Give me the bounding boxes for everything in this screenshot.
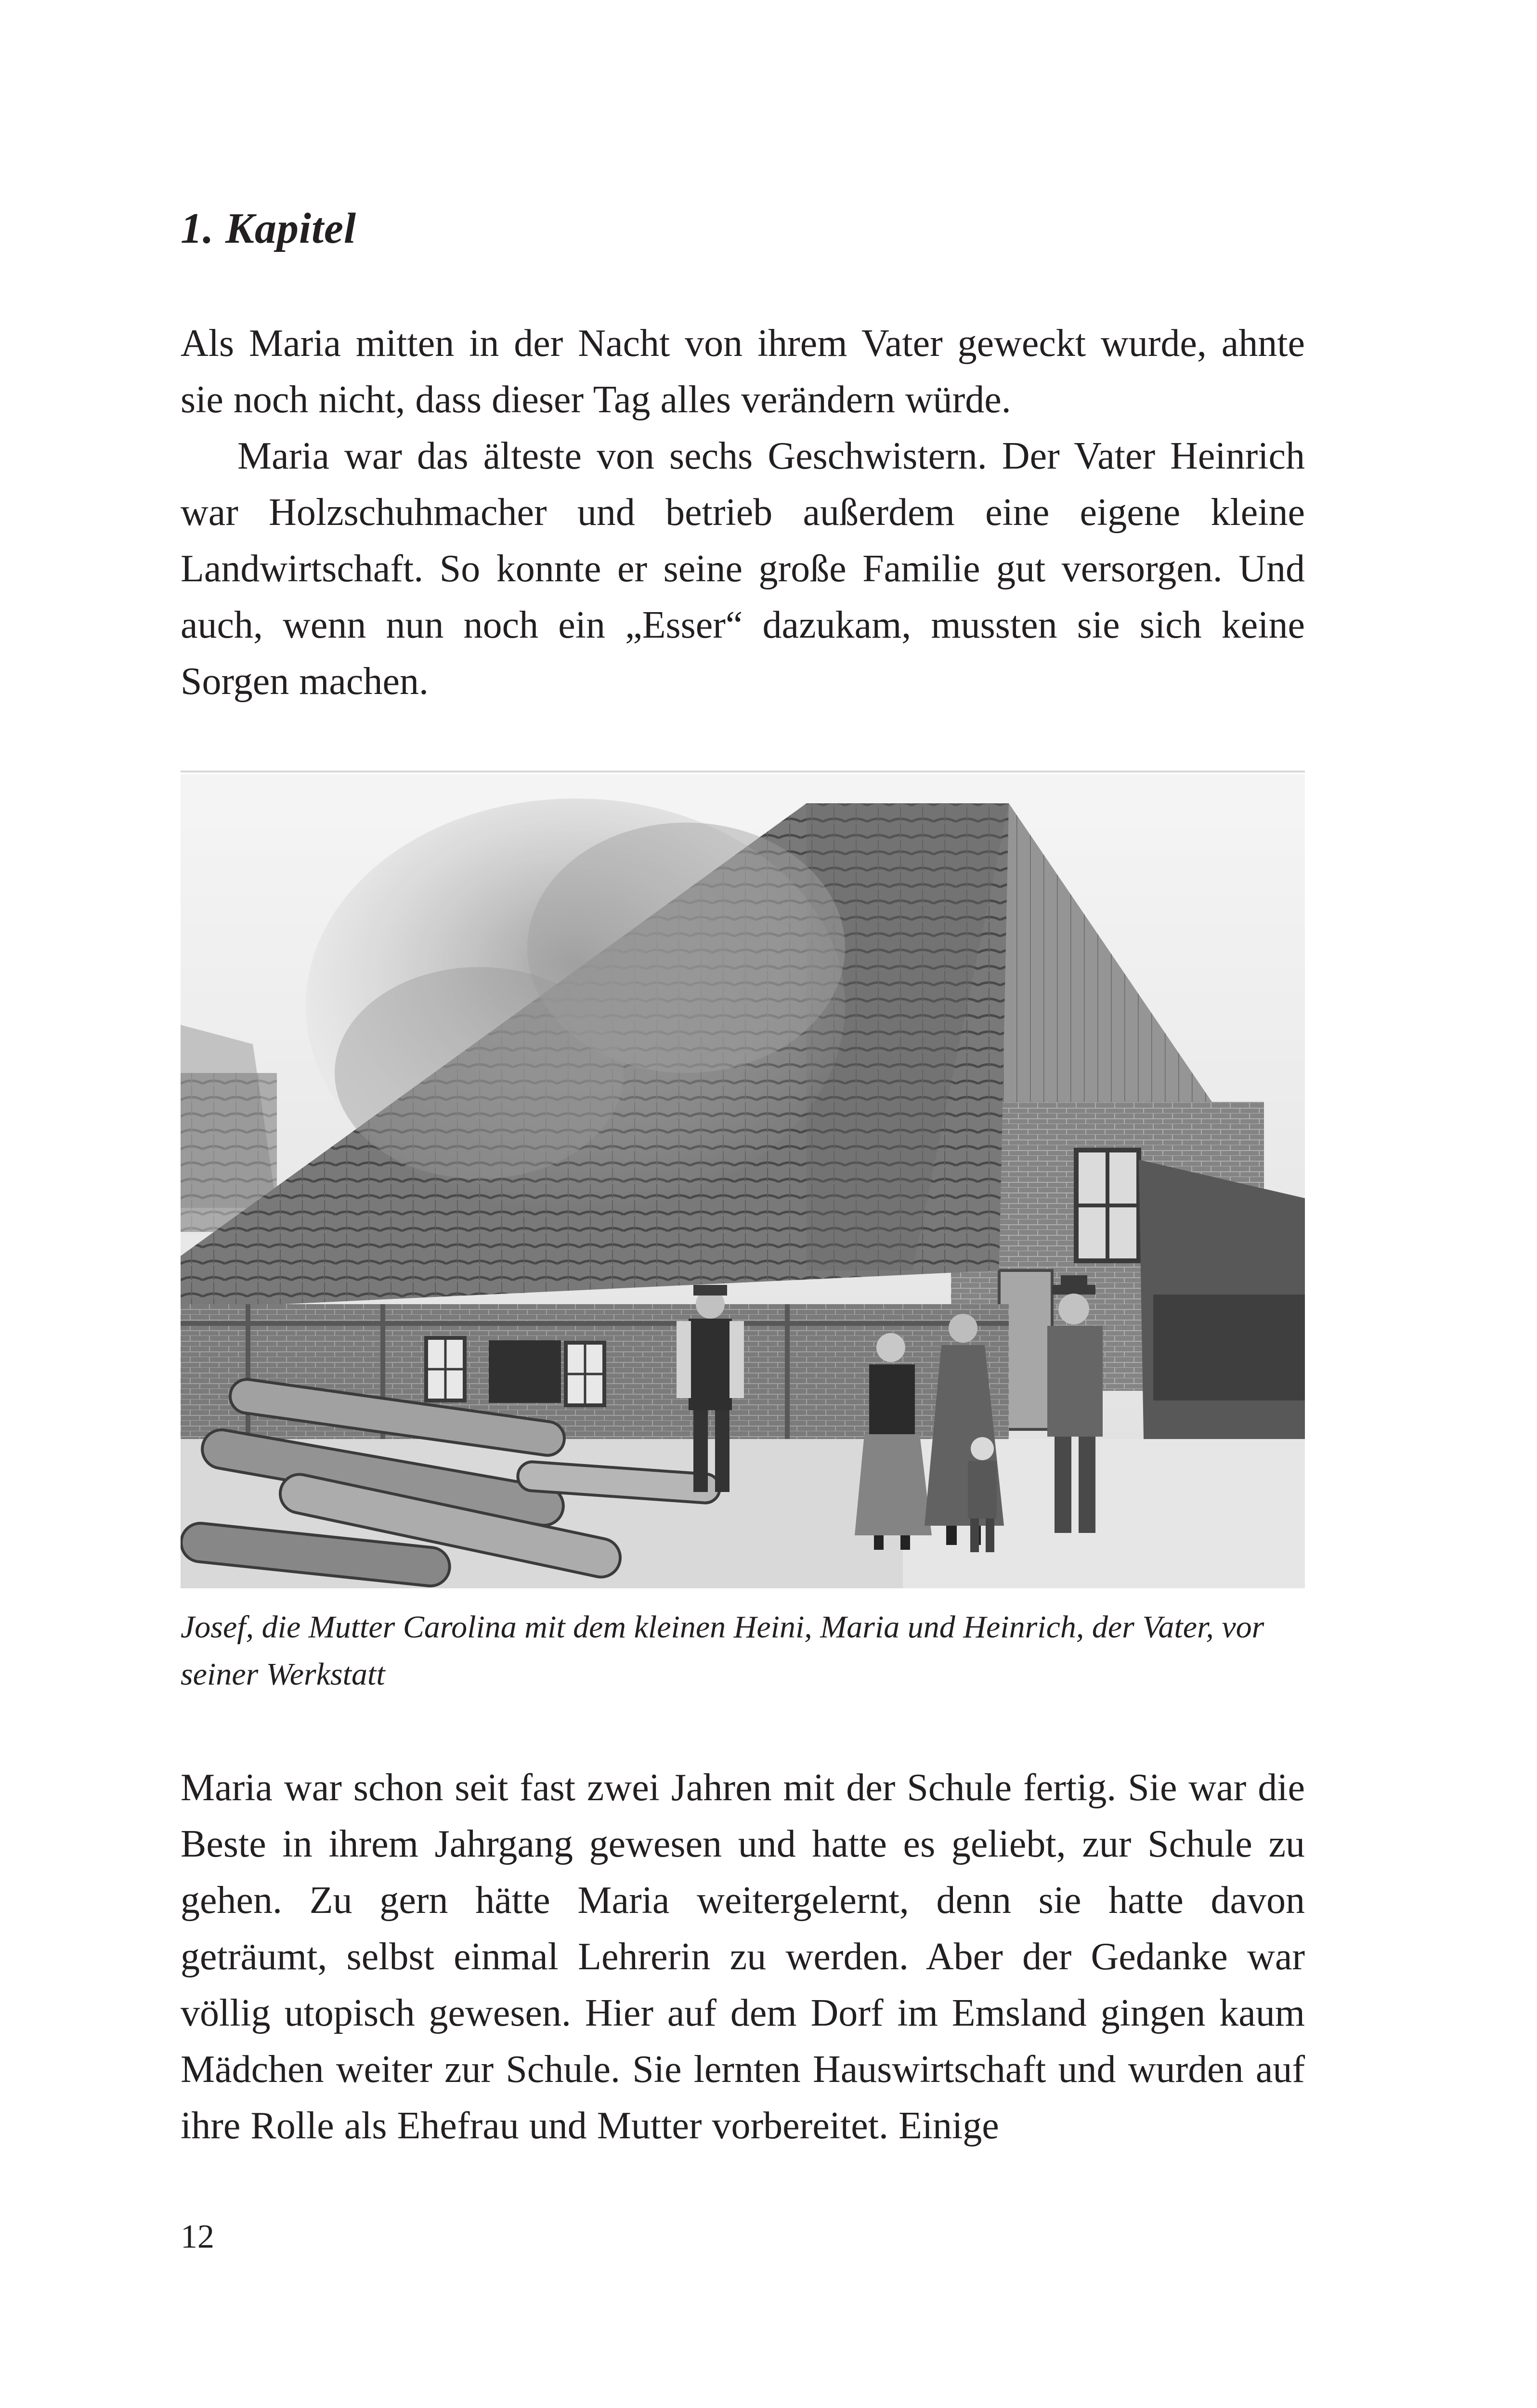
page-number: 12: [181, 2218, 214, 2255]
paragraph-family: Maria war das älteste von sechs Geschwistern. Der Vater Heinrich war Holzschuhmacher und betrieb außerdem eine eigene kleine Landwirtschaft. So konnte er seine große Familie gut versorgen. Und auch, wenn nun noch ein „Esser“ dazukam, mussten sie sich keine Sorgen machen.: [181, 435, 1305, 703]
paragraph-school: Maria war schon seit fast zwei Jahren mit der Schule fertig. Sie war die Beste in ihrem Jahrgang gewesen und hatte es geliebt, zur Schule zu gehen. Zu gern hätte Maria weitergelernt, denn sie hatte davon geträumt, selbst einmal Lehrerin zu werden. Aber der Gedanke war völlig utopisch gewesen. Hier auf dem Dorf im Emsland gingen kaum Mädchen weiter zur Schule. Sie lernten Hauswirtschaft und wurden auf ihre Rolle als Ehefrau und Mutter vorbereitet. Einige: [181, 1767, 1305, 2147]
chapter-heading: 1. Kapitel: [181, 205, 356, 252]
paragraph-opening: Als Maria mitten in der Nacht von ihrem Vater geweckt wurde, ahnte sie noch nicht, dass dieser Tag alles verändern würde.: [181, 322, 1305, 421]
historical-photo: [181, 774, 1305, 1588]
photo-caption: Josef, die Mutter Carolina mit dem kleinen Heini, Maria und Heinrich, der Vater, vor seiner Werkstatt: [181, 1610, 1264, 1692]
photo-top-rule: [181, 771, 1305, 772]
photo-house-family-illustration: [181, 774, 1305, 1588]
